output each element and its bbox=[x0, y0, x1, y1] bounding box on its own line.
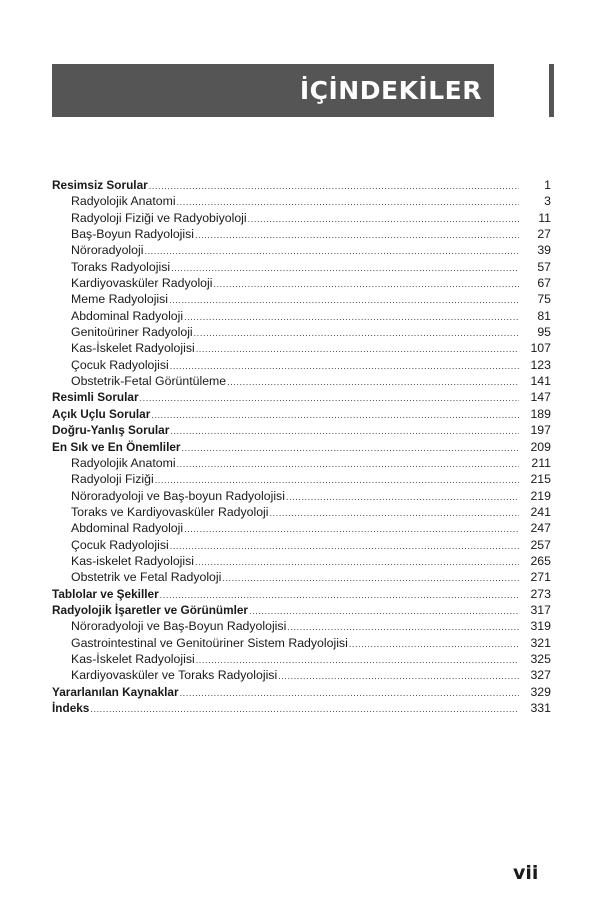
toc-dot-leader bbox=[249, 603, 519, 619]
toc-subsection-entry[interactable] bbox=[52, 618, 551, 634]
toc-subsection-entry[interactable] bbox=[52, 324, 551, 340]
toc-section-entry[interactable] bbox=[52, 586, 551, 602]
toc-entry-page: 265 bbox=[530, 553, 551, 568]
toc-entry-label: Toraks Radyolojisi bbox=[71, 259, 171, 274]
toc-entry-label: Abdominal Radyoloji bbox=[71, 521, 184, 536]
toc-dot-leader bbox=[213, 276, 519, 292]
toc-subsection-entry[interactable] bbox=[52, 537, 551, 553]
toc-entry-label: İndeks bbox=[52, 701, 90, 715]
title-banner bbox=[52, 64, 494, 117]
toc-subsection-entry[interactable] bbox=[52, 226, 551, 242]
toc-subsection-entry[interactable] bbox=[52, 210, 551, 226]
toc-entry-label: Genitoüriner Radyoloji bbox=[71, 325, 193, 340]
toc-entry-label: Meme Radyolojisi bbox=[71, 292, 169, 307]
toc-dot-leader bbox=[227, 374, 519, 390]
toc-entry-page: 321 bbox=[530, 635, 551, 650]
toc-entry-page: 1 bbox=[544, 178, 551, 192]
toc-dot-leader bbox=[222, 570, 519, 586]
toc-dot-leader bbox=[90, 701, 519, 717]
toc-entry-label: Baş-Boyun Radyolojisi bbox=[71, 227, 195, 242]
toc-entry-page: 329 bbox=[530, 684, 551, 699]
toc-entry-label: Resimsiz Sorular bbox=[52, 178, 148, 192]
toc-entry-page: 319 bbox=[530, 619, 551, 634]
toc-dot-leader bbox=[169, 292, 519, 308]
toc-entry-label: Radyoloji Fiziği ve Radyobiyoloji bbox=[71, 210, 247, 225]
toc-entry-label: Doğru-Yanlış Sorular bbox=[52, 423, 170, 438]
toc-entry-label: Nöroradyoloji bbox=[71, 243, 144, 258]
side-tab-marker bbox=[549, 64, 554, 117]
toc-entry-label: Abdominal Radyoloji bbox=[71, 308, 184, 323]
toc-entry-page: 141 bbox=[530, 374, 551, 389]
toc-entry-page: 95 bbox=[537, 325, 551, 340]
toc-entry-label: Toraks ve Kardiyovasküler Radyoloji bbox=[71, 504, 269, 519]
toc-dot-leader bbox=[349, 636, 519, 652]
toc-section-entry[interactable] bbox=[52, 684, 551, 700]
table-of-contents bbox=[52, 177, 551, 716]
toc-entry-page: 75 bbox=[537, 292, 551, 307]
toc-entry-page: 317 bbox=[530, 602, 551, 617]
toc-entry-page: 241 bbox=[530, 504, 551, 519]
toc-dot-leader bbox=[184, 521, 519, 537]
toc-entry-page: 67 bbox=[537, 276, 551, 291]
toc-entry-label: Kas-iskelet Radyolojisi bbox=[71, 553, 195, 568]
toc-subsection-entry[interactable] bbox=[52, 373, 551, 389]
toc-entry-label: Nöroradyoloji ve Baş-boyun Radyolojisi bbox=[71, 488, 285, 503]
toc-entry-label: Açık Uçlu Sorular bbox=[52, 406, 151, 421]
toc-dot-leader bbox=[184, 309, 519, 325]
toc-entry-page: 27 bbox=[537, 227, 551, 242]
toc-dot-leader bbox=[160, 587, 519, 603]
toc-subsection-entry[interactable] bbox=[52, 308, 551, 324]
toc-entry-page: 327 bbox=[530, 668, 551, 683]
page-number: vii bbox=[513, 862, 539, 884]
toc-entry-page: 81 bbox=[537, 308, 551, 323]
toc-section-entry[interactable] bbox=[52, 389, 551, 405]
toc-subsection-entry[interactable] bbox=[52, 553, 551, 569]
toc-entry-page: 197 bbox=[530, 423, 551, 438]
toc-entry-label: Kardiyovasküler Radyoloji bbox=[71, 276, 213, 291]
toc-entry-label: Obstetrik-Fetal Görüntüleme bbox=[71, 374, 227, 389]
toc-subsection-entry[interactable] bbox=[52, 569, 551, 585]
toc-dot-leader bbox=[170, 538, 519, 554]
toc-entry-label: En Sık ve En Önemliler bbox=[52, 439, 181, 454]
toc-entry-label: Radyolojik Anatomi bbox=[71, 455, 176, 470]
toc-section-entry[interactable] bbox=[52, 406, 551, 422]
toc-entry-page: 209 bbox=[530, 439, 551, 454]
toc-subsection-entry[interactable] bbox=[52, 291, 551, 307]
toc-subsection-entry[interactable] bbox=[52, 242, 551, 258]
toc-dot-leader bbox=[196, 652, 519, 668]
toc-entry-label: Çocuk Radyolojisi bbox=[71, 537, 169, 552]
toc-subsection-entry[interactable] bbox=[52, 193, 551, 209]
toc-dot-leader bbox=[177, 194, 519, 210]
toc-section-entry[interactable] bbox=[52, 422, 551, 438]
toc-entry-page: 257 bbox=[530, 537, 551, 552]
toc-dot-leader bbox=[151, 407, 519, 423]
toc-entry-page: 123 bbox=[530, 357, 551, 372]
toc-entry-page: 215 bbox=[530, 472, 551, 487]
toc-subsection-entry[interactable] bbox=[52, 651, 551, 667]
toc-subsection-entry[interactable] bbox=[52, 667, 551, 683]
toc-entry-label: Gastrointestinal ve Genitoüriner Sistem Radyolojisi bbox=[71, 635, 348, 650]
toc-section-entry[interactable] bbox=[52, 700, 551, 716]
toc-entry-page: 147 bbox=[530, 390, 551, 405]
toc-dot-leader bbox=[248, 211, 519, 227]
toc-entry-page: 211 bbox=[531, 455, 551, 470]
toc-subsection-entry[interactable] bbox=[52, 259, 551, 275]
toc-entry-label: Kas-İskelet Radyolojisi bbox=[71, 651, 195, 666]
toc-entry-label: Radyoloji Fiziği bbox=[71, 472, 154, 487]
toc-dot-leader bbox=[270, 505, 519, 521]
toc-dot-leader bbox=[140, 390, 519, 406]
toc-dot-leader bbox=[286, 489, 519, 505]
toc-entry-label: Kas-İskelet Radyolojisi bbox=[71, 341, 195, 356]
toc-section-entry[interactable] bbox=[52, 602, 551, 618]
toc-entry-label: Radyolojik İşaretler ve Görünümler bbox=[52, 602, 249, 617]
toc-section-entry[interactable] bbox=[52, 177, 551, 193]
toc-dot-leader bbox=[170, 423, 519, 439]
toc-dot-leader bbox=[149, 178, 519, 194]
toc-dot-leader bbox=[171, 260, 519, 276]
toc-dot-leader bbox=[194, 325, 519, 341]
toc-subsection-entry[interactable] bbox=[52, 471, 551, 487]
toc-dot-leader bbox=[177, 456, 519, 472]
toc-subsection-entry[interactable] bbox=[52, 357, 551, 373]
toc-entry-label: Tablolar ve Şekiller bbox=[52, 586, 159, 601]
toc-dot-leader bbox=[170, 358, 519, 374]
toc-entry-page: 271 bbox=[530, 570, 551, 585]
toc-section-entry[interactable] bbox=[52, 439, 551, 455]
toc-entry-label: Resimli Sorular bbox=[52, 390, 139, 405]
toc-entry-page: 57 bbox=[537, 259, 551, 274]
toc-entry-page: 107 bbox=[530, 341, 551, 356]
toc-subsection-entry[interactable] bbox=[52, 275, 551, 291]
toc-entry-label: Çocuk Radyolojisi bbox=[71, 357, 169, 372]
toc-entry-page: 39 bbox=[537, 243, 551, 258]
toc-dot-leader bbox=[195, 227, 519, 243]
toc-dot-leader bbox=[196, 341, 519, 357]
toc-dot-leader bbox=[144, 243, 519, 259]
toc-entry-label: Kardiyovasküler ve Toraks Radyolojisi bbox=[71, 668, 278, 683]
toc-entry-page: 3 bbox=[544, 194, 551, 209]
toc-subsection-entry[interactable] bbox=[52, 455, 551, 471]
toc-entry-label: Yararlanılan Kaynaklar bbox=[52, 684, 179, 699]
toc-subsection-entry[interactable] bbox=[52, 340, 551, 356]
toc-entry-label: Obstetrik ve Fetal Radyoloji bbox=[71, 570, 222, 585]
toc-subsection-entry[interactable] bbox=[52, 504, 551, 520]
toc-entry-page: 11 bbox=[538, 210, 551, 225]
toc-dot-leader bbox=[195, 554, 519, 570]
toc-subsection-entry[interactable] bbox=[52, 520, 551, 536]
toc-entry-page: 273 bbox=[530, 586, 551, 601]
page-title: İÇİNDEKİLER bbox=[299, 76, 482, 105]
toc-subsection-entry[interactable] bbox=[52, 488, 551, 504]
toc-dot-leader bbox=[182, 440, 519, 456]
toc-entry-page: 331 bbox=[530, 701, 551, 715]
toc-dot-leader bbox=[278, 668, 519, 684]
toc-entry-page: 189 bbox=[530, 406, 551, 421]
toc-entry-page: 247 bbox=[530, 521, 551, 536]
toc-entry-page: 325 bbox=[530, 651, 551, 666]
toc-entry-page: 219 bbox=[530, 488, 551, 503]
toc-dot-leader bbox=[180, 685, 519, 701]
toc-dot-leader bbox=[155, 472, 519, 488]
toc-entry-label: Nöroradyoloji ve Baş-Boyun Radyolojisi bbox=[71, 619, 287, 634]
toc-subsection-entry[interactable] bbox=[52, 635, 551, 651]
toc-dot-leader bbox=[287, 619, 519, 635]
toc-entry-label: Radyolojik Anatomi bbox=[71, 194, 176, 209]
